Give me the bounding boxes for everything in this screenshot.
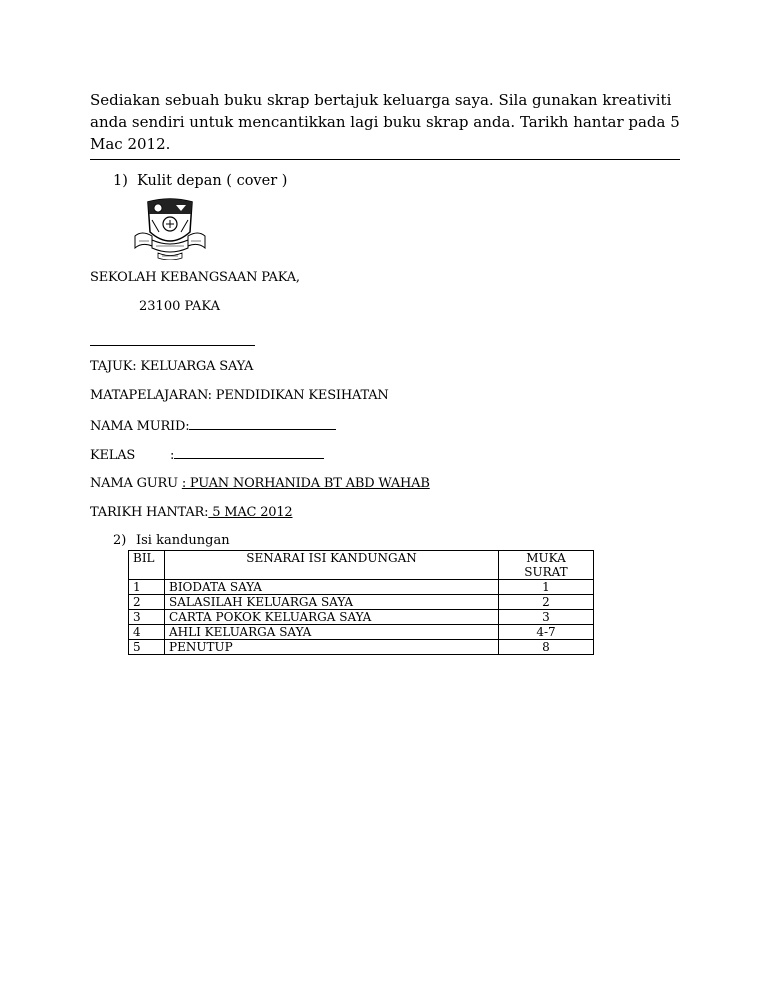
header-senarai: SENARAI ISI KANDUNGAN: [165, 551, 499, 580]
kelas-label: KELAS: [90, 448, 136, 463]
nama-murid-label: NAMA MURID:: [90, 419, 190, 434]
row-bil: 2: [129, 595, 165, 610]
school-address: 23100 PAKA: [139, 299, 221, 314]
row-bil: 1: [129, 580, 165, 595]
row-page: 4-7: [499, 625, 594, 640]
section-1-title: Kulit depan ( cover ): [137, 173, 288, 189]
row-item: PENUTUP: [165, 640, 499, 655]
header-muka-surat: MUKA SURAT: [499, 551, 594, 580]
row-bil: 3: [129, 610, 165, 625]
section-2-heading: [113, 533, 230, 548]
field-nama-murid: [90, 417, 336, 434]
nama-guru-label: NAMA GURU: [90, 476, 182, 491]
field-matapelajaran: MATAPELAJARAN: PENDIDIKAN KESIHATAN: [90, 388, 389, 403]
table-row: [129, 640, 594, 655]
contents-table: [128, 550, 594, 655]
row-page: 8: [499, 640, 594, 655]
header-bil: BIL: [129, 551, 165, 580]
separator-line: [90, 345, 255, 346]
field-tajuk: TAJUK: KELUARGA SAYA: [90, 359, 254, 374]
section-2-number: 2): [113, 533, 127, 548]
row-item: AHLI KELUARGA SAYA: [165, 625, 499, 640]
horizontal-rule: [90, 159, 680, 160]
table-row: [129, 625, 594, 640]
nama-guru-value: : PUAN NORHANIDA BT ABD WAHAB: [181, 476, 430, 491]
kelas-colon: :: [170, 448, 175, 463]
row-page: 2: [499, 595, 594, 610]
field-tarikh-hantar: [90, 505, 292, 520]
field-kelas: [90, 446, 324, 463]
tarikh-hantar-label: TARIKH HANTAR:: [90, 505, 209, 520]
school-crest-icon: [132, 196, 208, 260]
row-item: SALASILAH KELUARGA SAYA: [165, 595, 499, 610]
nama-murid-blank[interactable]: [189, 417, 336, 430]
row-bil: 5: [129, 640, 165, 655]
row-item: BIODATA SAYA: [165, 580, 499, 595]
table-row: [129, 580, 594, 595]
intro-paragraph: Sediakan sebuah buku skrap bertajuk keluarga saya. Sila gunakan kreativiti anda sendiri untuk mencantikkan lagi buku skrap anda. Tarikh hantar pada 5 Mac 2012.: [90, 91, 680, 153]
section-1-heading: [113, 173, 287, 189]
field-nama-guru: [90, 476, 430, 491]
section-1-number: 1): [113, 173, 128, 189]
row-bil: 4: [129, 625, 165, 640]
table-header-row: [129, 551, 594, 580]
table-row: [129, 610, 594, 625]
row-item: CARTA POKOK KELUARGA SAYA: [165, 610, 499, 625]
table-row: [129, 595, 594, 610]
tarikh-hantar-value: 5 MAC 2012: [208, 505, 293, 520]
kelas-blank[interactable]: [174, 446, 324, 459]
row-page: 3: [499, 610, 594, 625]
section-2-title: Isi kandungan: [136, 533, 230, 548]
school-name: SEKOLAH KEBANGSAAN PAKA,: [90, 270, 300, 285]
row-page: 1: [499, 580, 594, 595]
